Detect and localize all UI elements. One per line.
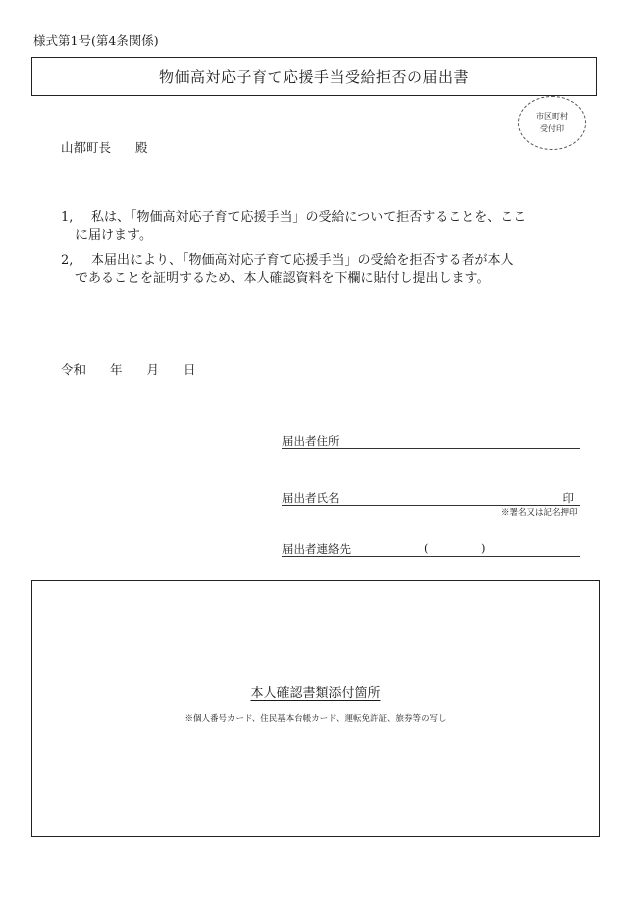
id-section-title-text: 本人確認書類添付箇所 bbox=[250, 686, 381, 701]
addressee-honorific: 殿 bbox=[135, 140, 148, 155]
id-document-attachment-box[interactable] bbox=[31, 580, 600, 837]
id-section-note: ※個人番号カード、住民基本台帳カード、運転免許証、旅券等の写し bbox=[184, 714, 447, 724]
title-box bbox=[31, 57, 597, 96]
date-era: 令和 bbox=[61, 362, 87, 377]
contact-field[interactable] bbox=[282, 541, 580, 557]
stamp-label-line2: 受付印 bbox=[540, 124, 564, 133]
name-field[interactable] bbox=[282, 490, 580, 506]
contact-paren-close: ) bbox=[481, 541, 486, 555]
date-line bbox=[61, 360, 220, 378]
seal-note: ※署名又は記名押印 bbox=[501, 508, 578, 518]
address-field[interactable] bbox=[282, 433, 580, 449]
date-month: 月 bbox=[146, 362, 160, 377]
document-title: 物価高対応子育て応援手当受給拒否の届出書 bbox=[158, 68, 469, 86]
stamp-label-line1: 市区町村 bbox=[536, 112, 568, 121]
date-year: 年 bbox=[110, 362, 123, 377]
seal-mark: 印 bbox=[562, 491, 574, 505]
id-section-title bbox=[31, 682, 600, 701]
clause-text-line1: 本届出により、「物価高対応子育て応援手当」の受給を拒否する者が本人 bbox=[91, 253, 514, 268]
addressee-name: 山都町長 bbox=[61, 140, 112, 155]
contact-label: 届出者連絡先 bbox=[282, 542, 351, 556]
clause-number: 2, bbox=[61, 253, 74, 268]
date-day: 日 bbox=[183, 362, 196, 377]
reception-stamp-area bbox=[518, 96, 586, 150]
contact-paren-open: ( bbox=[424, 541, 429, 555]
name-label: 届出者氏名 bbox=[282, 491, 340, 505]
clause-text-line2: に届けます。 bbox=[75, 228, 152, 243]
clause-text-line2: であることを証明するため、本人確認資料を下欄に貼付し提出します。 bbox=[75, 271, 490, 286]
form-number: 様式第1号(第4条関係) bbox=[33, 33, 159, 48]
clause-number: 1, bbox=[61, 210, 74, 225]
addressee bbox=[61, 138, 148, 156]
address-label: 届出者住所 bbox=[282, 434, 340, 448]
clause-text-line1: 私は、「物価高対応子育て応援手当」の受給について拒否することを、ここ bbox=[91, 210, 527, 225]
